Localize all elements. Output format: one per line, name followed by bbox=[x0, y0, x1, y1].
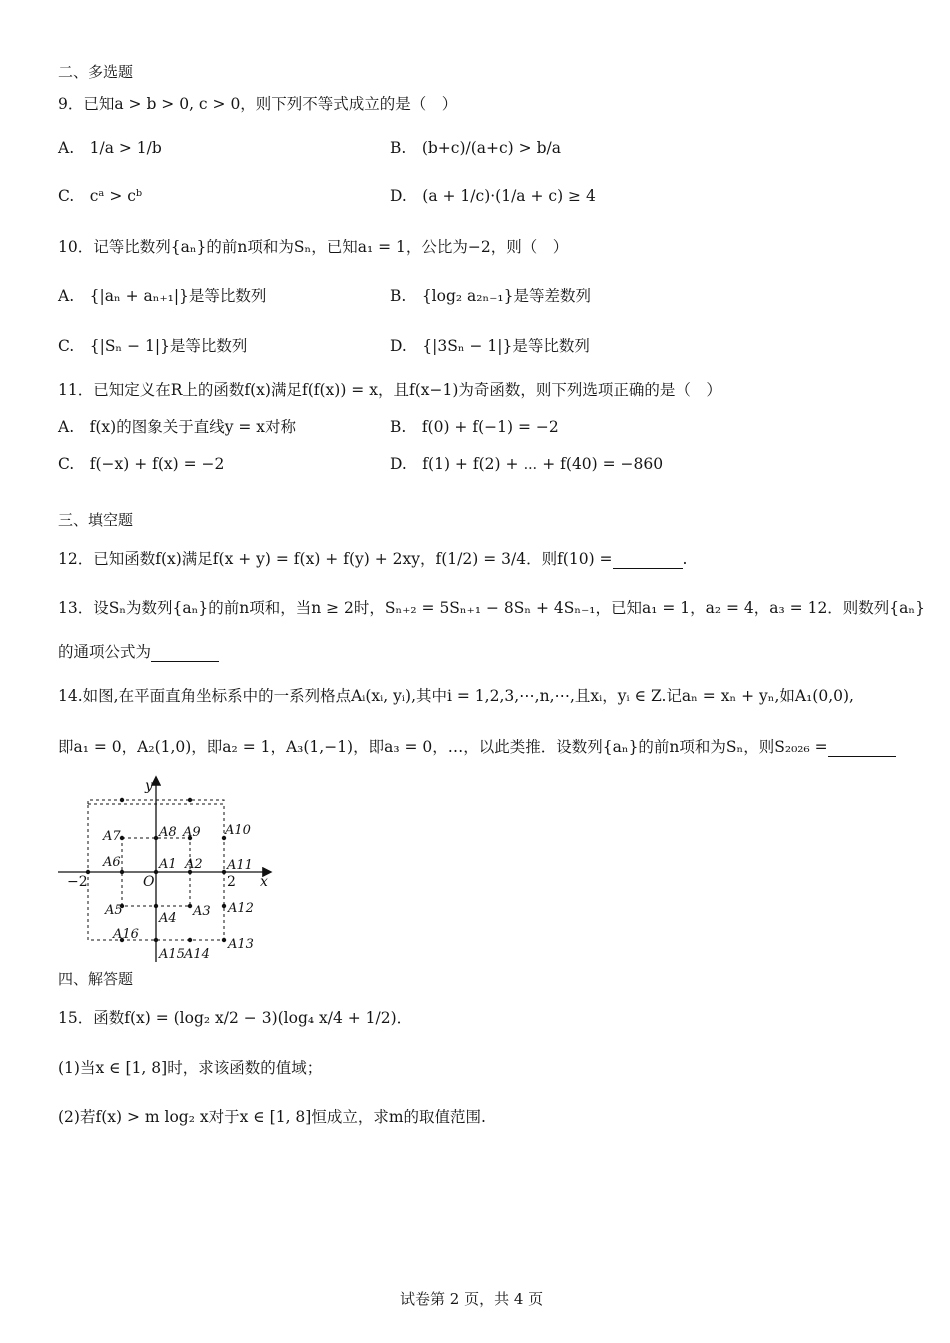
point-label: A14 bbox=[184, 947, 210, 962]
question-9-option-a: A. 1/a > 1/b bbox=[58, 139, 162, 157]
question-11-option-d: D. f(1) + f(2) + ⋯ + f(40) = −860 bbox=[390, 455, 664, 473]
question-9-option-c: C. cᵃ > cᵇ bbox=[58, 187, 143, 205]
lattice-point bbox=[222, 938, 226, 942]
point-label: A15 bbox=[159, 947, 185, 962]
question-12-end: . bbox=[682, 550, 688, 568]
point-label: A13 bbox=[228, 937, 254, 952]
y-axis-label: y bbox=[145, 778, 153, 794]
lattice-point bbox=[188, 904, 192, 908]
question-14-line-1: 14.如图,在平面直角坐标系中的一系列格点Aᵢ(xᵢ, yᵢ),其中i = 1,2,3,⋯,n,⋯,且xᵢ，yᵢ ∈ Z.记aₙ = xₙ + yₙ,如A₁(0,0), bbox=[58, 687, 854, 705]
question-13-text: 的通项公式为 bbox=[58, 643, 152, 661]
question-10-stem: 10．记等比数列{aₙ}的前n项和为Sₙ，已知a₁ = 1，公比为−2，则（ ） bbox=[58, 238, 569, 256]
x-axis-label: x bbox=[260, 874, 268, 890]
question-11-option-c: C. f(−x) + f(x) = −2 bbox=[58, 455, 225, 473]
section-fill-in: 三、填空题 bbox=[58, 511, 134, 529]
point-label: A7 bbox=[103, 829, 121, 844]
question-13-line-1: 13．设Sₙ为数列{aₙ}的前n项和，当n ≥ 2时，Sₙ₊₂ = 5Sₙ₊₁ − 8Sₙ + 4Sₙ₋₁，已知a₁ = 1，a₂ = 4，a₃ = 12．则数列{aₙ} bbox=[58, 599, 925, 617]
point-label: A9 bbox=[183, 825, 201, 840]
question-10-option-c: C. {|Sₙ − 1|}是等比数列 bbox=[58, 337, 248, 355]
lattice-point bbox=[154, 836, 158, 840]
tick-label-neg2: −2 bbox=[67, 874, 88, 890]
point-label: A11 bbox=[227, 858, 253, 873]
question-12-stem: 12．已知函数f(x)满足f(x + y) = f(x) + f(y) + 2xy，f(1/2) = 3/4．则f(10) = bbox=[58, 550, 613, 568]
lattice-point bbox=[222, 870, 226, 874]
lattice-figure bbox=[55, 770, 285, 965]
question-11-stem: 11．已知定义在R上的函数f(x)满足f(f(x)) = x，且f(x−1)为奇函数，则下列选项正确的是（ ） bbox=[58, 381, 722, 399]
point-label: A1 bbox=[159, 857, 177, 872]
answer-blank[interactable] bbox=[151, 647, 219, 662]
lattice-point bbox=[120, 798, 124, 802]
lattice-point bbox=[222, 904, 226, 908]
point-label: A8 bbox=[159, 825, 177, 840]
answer-blank[interactable] bbox=[828, 742, 896, 757]
question-10-option-d: D. {|3Sₙ − 1|}是等比数列 bbox=[390, 337, 590, 355]
question-13-line-2 bbox=[58, 642, 219, 662]
point-label: A2 bbox=[185, 857, 203, 872]
question-14-line-2 bbox=[58, 737, 896, 757]
question-9-option-d: D. (a + 1/c)·(1/a + c) ≥ 4 bbox=[390, 187, 596, 205]
question-12 bbox=[58, 549, 687, 569]
lattice-point bbox=[188, 798, 192, 802]
lattice-point bbox=[120, 870, 124, 874]
lattice-point bbox=[188, 938, 192, 942]
section-multiple-choice: 二、多选题 bbox=[58, 63, 134, 81]
point-label: A5 bbox=[105, 903, 123, 918]
lattice-point bbox=[154, 938, 158, 942]
question-10-option-b: B. {log₂ a₂ₙ₋₁}是等差数列 bbox=[390, 287, 591, 305]
question-15-stem: 15．函数f(x) = (log₂ x/2 − 3)(log₄ x/4 + 1/2)． bbox=[58, 1009, 413, 1027]
origin-label: O bbox=[143, 874, 155, 890]
point-label: A4 bbox=[159, 911, 177, 926]
question-15-part-2: (2)若f(x) > m log₂ x对于x ∈ [1, 8]恒成立，求m的取值范围. bbox=[58, 1108, 486, 1126]
point-label: A3 bbox=[193, 904, 211, 919]
point-label: A6 bbox=[103, 855, 121, 870]
question-14-text: 即a₁ = 0，A₂(1,0)，即a₂ = 1，A₃(1,−1)，即a₃ = 0，…，以此类推．设数列{aₙ}的前n项和为Sₙ，则S₂₀₂₆ = bbox=[58, 738, 828, 756]
question-9-stem: 9．已知a > b > 0, c > 0，则下列不等式成立的是（ ） bbox=[58, 95, 458, 113]
answer-blank[interactable] bbox=[613, 554, 683, 569]
question-10-option-a: A. {|aₙ + aₙ₊₁|}是等比数列 bbox=[58, 287, 267, 305]
question-9-option-b: B. (b+c)/(a+c) > b/a bbox=[390, 139, 561, 157]
section-answer: 四、解答题 bbox=[58, 970, 134, 988]
page-footer: 试卷第 2 页，共 4 页 bbox=[400, 1290, 544, 1308]
question-15-part-1: (1)当x ∈ [1, 8]时，求该函数的值域； bbox=[58, 1059, 323, 1077]
point-label: A16 bbox=[113, 927, 139, 942]
question-11-option-b: B. f(0) + f(−1) = −2 bbox=[390, 418, 559, 436]
point-label: A12 bbox=[228, 901, 254, 916]
lattice-point bbox=[154, 904, 158, 908]
point-label: A10 bbox=[225, 823, 251, 838]
tick-label-2: 2 bbox=[227, 874, 236, 890]
question-11-option-a: A. f(x)的图象关于直线y = x对称 bbox=[58, 418, 297, 436]
